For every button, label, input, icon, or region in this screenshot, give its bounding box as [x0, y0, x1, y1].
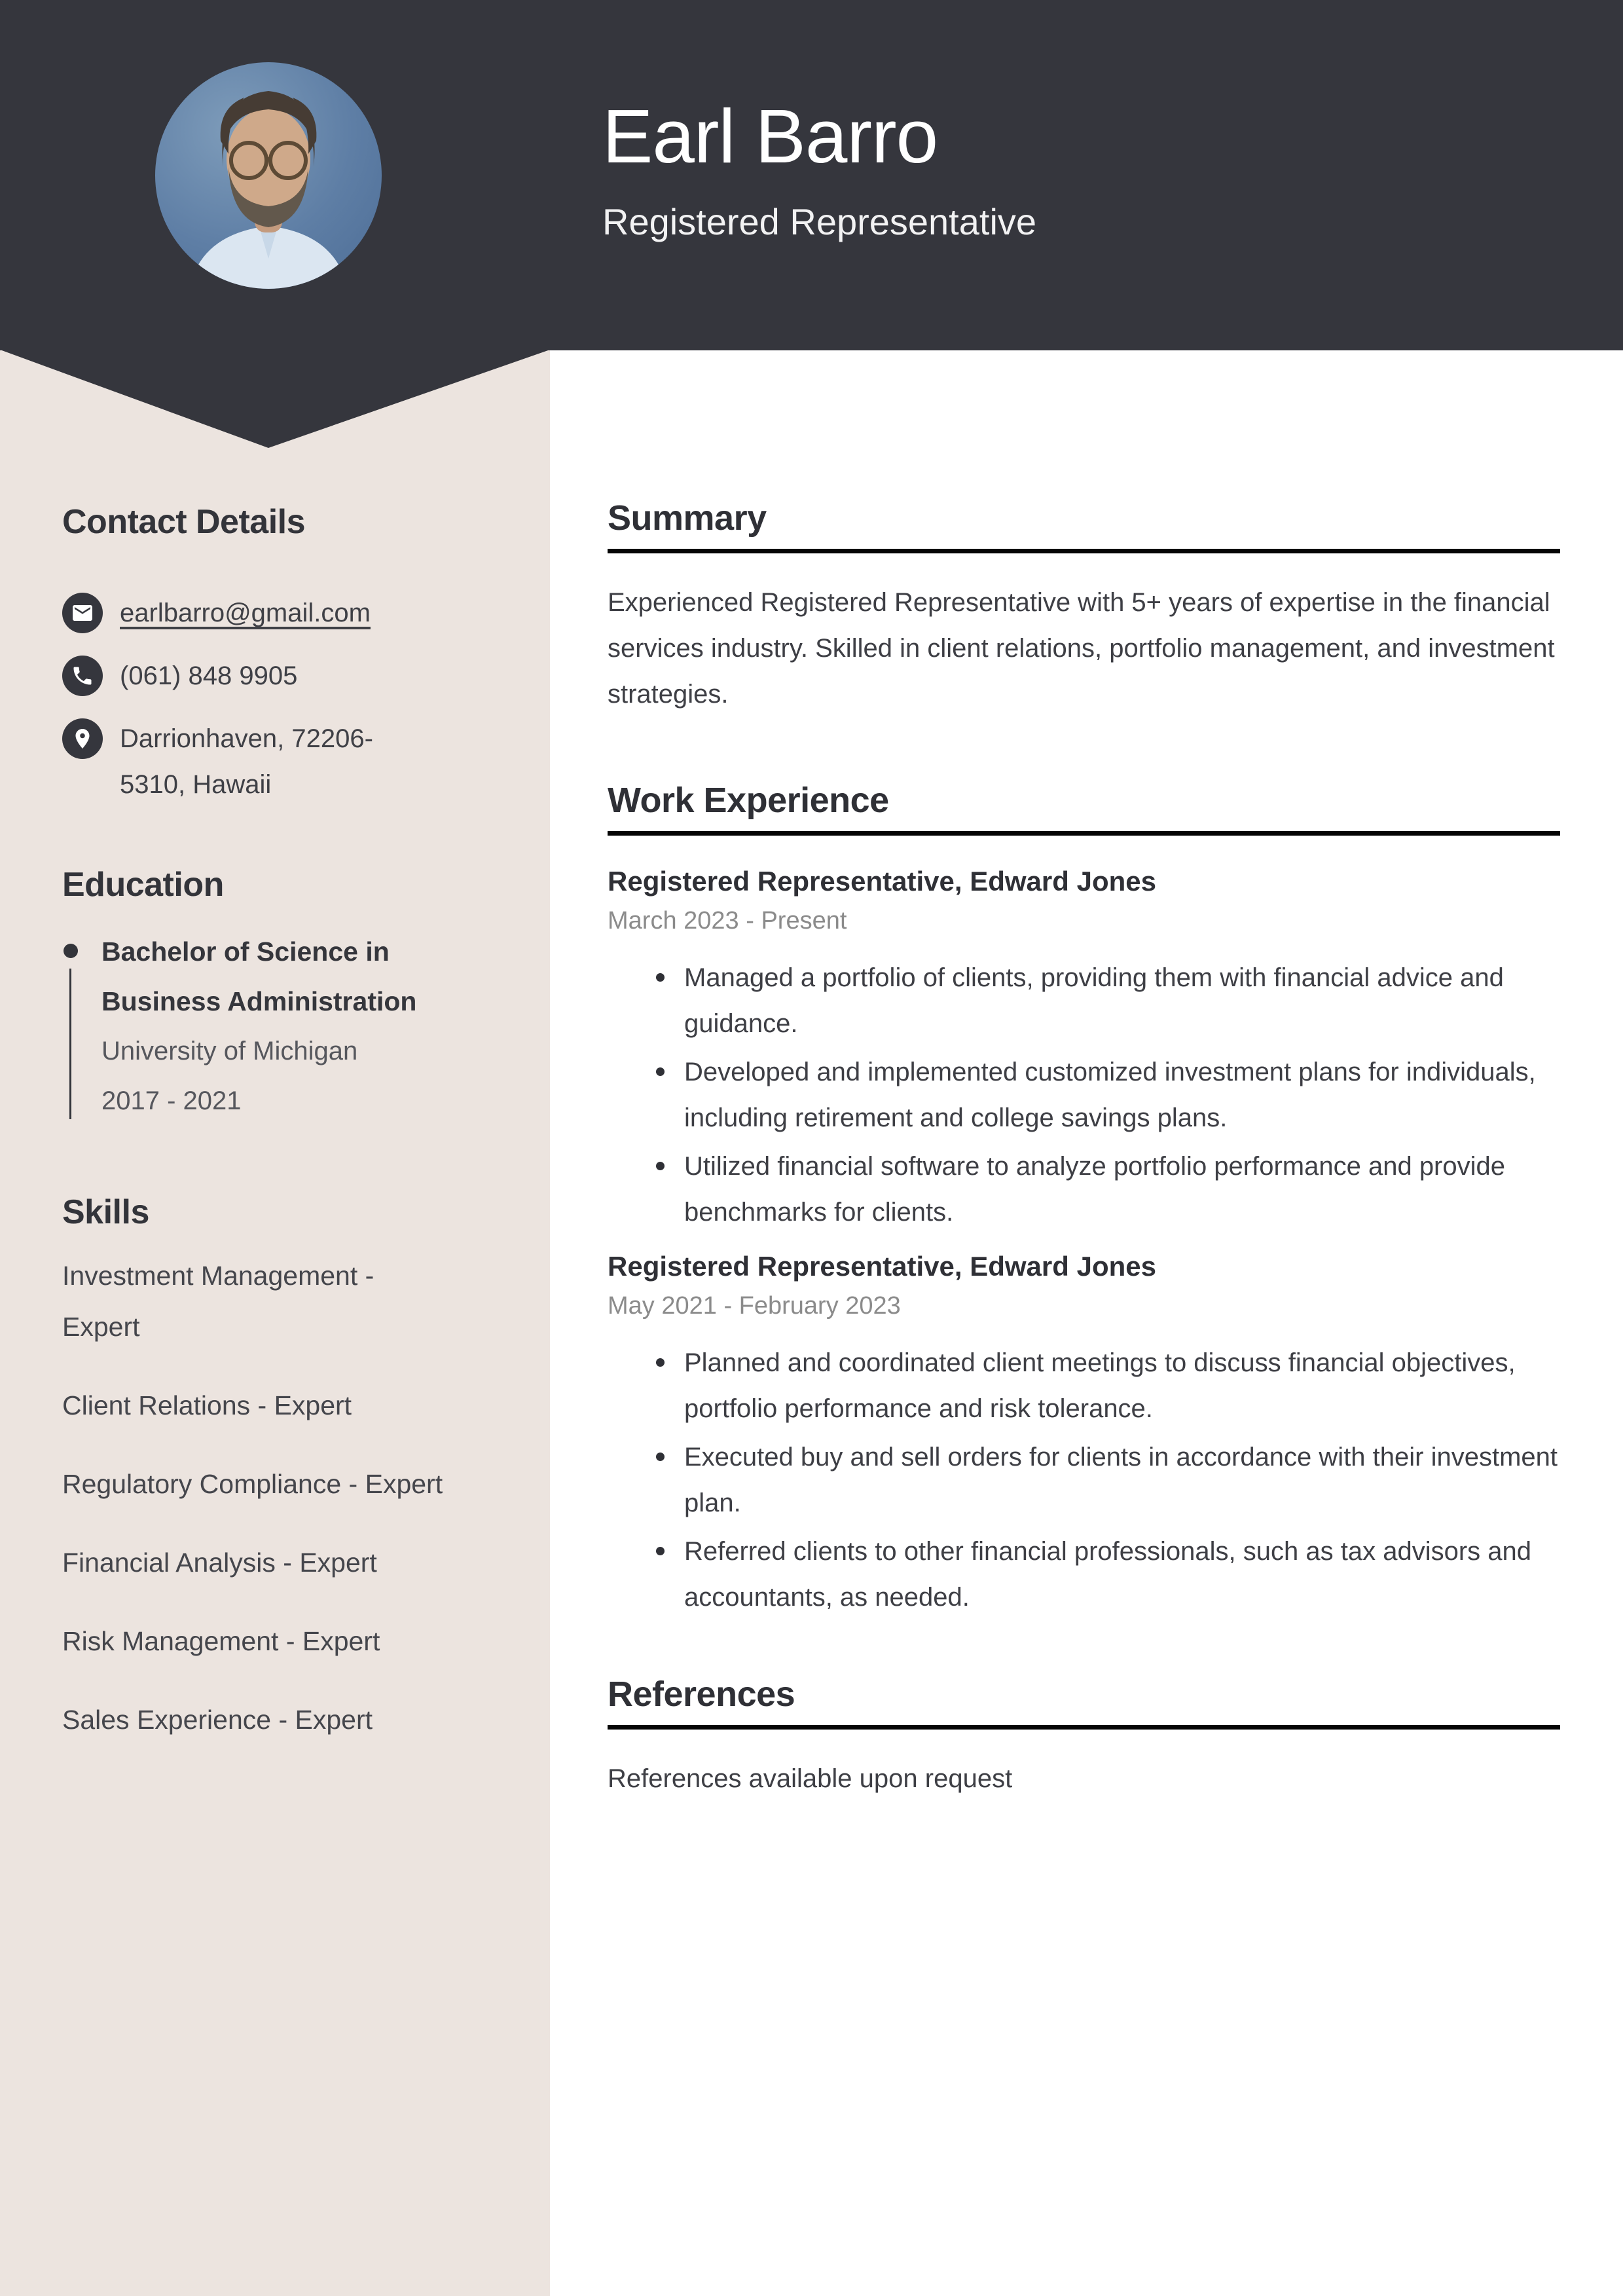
job-bullet	[608, 1434, 1560, 1526]
job-title: Registered Representative, Edward Jones	[608, 1251, 1156, 1282]
job-bullet	[608, 1049, 1560, 1141]
education-entry	[62, 927, 455, 1126]
contact-details-heading: Contact Details	[62, 503, 306, 541]
bullet-icon	[656, 1453, 665, 1461]
section-rule	[608, 1725, 1560, 1730]
person-name: Earl Barro	[602, 94, 938, 179]
bullet-icon	[656, 1067, 665, 1076]
timeline-line	[69, 969, 71, 1119]
job-entry	[608, 1248, 1560, 1620]
email-link[interactable]: earlbarro@gmail.com	[120, 599, 371, 627]
contact-phone: (061) 848 9905	[120, 661, 298, 690]
education-heading: Education	[62, 866, 224, 904]
education-dates: 2017 - 2021	[101, 1086, 242, 1115]
job-bullet	[608, 955, 1560, 1046]
skills-heading: Skills	[62, 1193, 149, 1231]
section-rule	[608, 549, 1560, 553]
email-icon	[62, 593, 103, 633]
bullet-icon	[656, 1162, 665, 1170]
contact-email	[120, 590, 428, 636]
contact-row-phone	[62, 653, 455, 699]
job-bullet	[608, 1528, 1560, 1620]
job-dates: March 2023 - Present	[608, 907, 847, 935]
education-degree: Bachelor of Science in Business Administration	[101, 936, 417, 1016]
phone-icon	[62, 656, 103, 696]
job-bullet	[608, 1340, 1560, 1432]
contact-location: Darrionhaven, 72206-5310, Hawaii	[120, 724, 373, 799]
job-bullet	[608, 1143, 1560, 1235]
job-bullet-text: Managed a portfolio of clients, providing them with financial advice and guidance.	[684, 963, 1504, 1038]
job-bullet-text: Developed and implemented customized investment plans for individuals, including retirement and college savings plans.	[684, 1058, 1536, 1132]
header-identity	[602, 90, 1036, 245]
skill-item: Client Relations - Expert	[62, 1390, 352, 1420]
skill-item: Financial Analysis - Expert	[62, 1547, 377, 1578]
job-bullet-list	[608, 1340, 1560, 1620]
references-section	[608, 1673, 1560, 1802]
job-dates: May 2021 - February 2023	[608, 1292, 901, 1320]
bullet-icon	[656, 1358, 665, 1367]
section-rule	[608, 831, 1560, 836]
job-title: Registered Representative, Edward Jones	[608, 866, 1156, 897]
skill-item: Investment Management - Expert	[62, 1261, 374, 1342]
references-text: References available upon request	[608, 1764, 1013, 1793]
skills-section	[62, 1191, 455, 1745]
contact-list	[62, 590, 455, 807]
bullet-icon	[656, 1547, 665, 1555]
sidebar	[62, 501, 455, 1773]
contact-row-location	[62, 716, 455, 807]
contact-row-email	[62, 590, 455, 636]
summary-heading: Summary	[608, 498, 767, 538]
job-bullet-text: Planned and coordinated client meetings to discuss financial objectives, portfolio performance and risk tolerance.	[684, 1348, 1516, 1423]
education-school: University of Michigan	[101, 1037, 358, 1065]
bullet-icon	[656, 973, 665, 982]
man-portrait-illustration	[155, 62, 382, 289]
job-bullet-text: Executed buy and sell orders for clients in accordance with their investment plan.	[684, 1443, 1558, 1517]
job-bullet-text: Referred clients to other financial professionals, such as tax advisors and accountants, as needed.	[684, 1537, 1532, 1612]
location-icon	[62, 718, 103, 759]
references-heading: References	[608, 1675, 795, 1714]
summary-section	[608, 496, 1560, 717]
summary-text: Experienced Registered Representative with 5+ years of expertise in the financial services industry. Skilled in client relations, portfolio management, and investment strategies.	[608, 588, 1555, 709]
avatar	[155, 62, 382, 289]
skill-item: Risk Management - Expert	[62, 1626, 380, 1656]
timeline-dot-icon	[64, 944, 78, 958]
work-experience-section	[608, 779, 1560, 1620]
job-bullet-text: Utilized financial software to analyze portfolio performance and provide benchmarks for clients.	[684, 1152, 1506, 1227]
skill-item: Regulatory Compliance - Expert	[62, 1469, 443, 1499]
main-column	[608, 496, 1560, 1802]
skill-item: Sales Experience - Expert	[62, 1705, 373, 1735]
job-entry	[608, 863, 1560, 1235]
skills-list	[62, 1250, 455, 1745]
education-section	[62, 864, 455, 1126]
work-experience-heading: Work Experience	[608, 781, 889, 820]
person-role: Registered Representative	[602, 201, 1037, 242]
job-bullet-list	[608, 955, 1560, 1235]
